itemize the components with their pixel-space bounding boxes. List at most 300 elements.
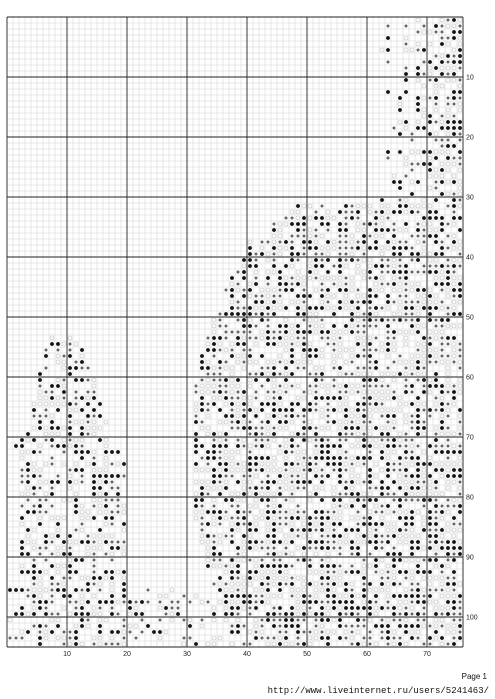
stitch-symbol — [194, 420, 197, 423]
stitch-symbol — [74, 612, 77, 615]
stitch-symbol — [392, 378, 396, 382]
stitch-symbol — [368, 300, 371, 303]
x-tick-label: 70 — [423, 651, 431, 658]
stitch-symbol — [50, 420, 53, 423]
stitch-symbol — [303, 631, 305, 633]
stitch-symbol — [332, 396, 335, 399]
stitch-symbol — [290, 540, 293, 543]
stitch-symbol — [243, 307, 245, 309]
stitch-symbol — [308, 564, 311, 567]
stitch-symbol — [459, 355, 461, 357]
stitch-symbol — [363, 313, 365, 315]
stitch-symbol — [33, 601, 35, 603]
stitch-symbol — [452, 390, 455, 393]
stitch-symbol — [80, 624, 83, 627]
stitch-symbol — [110, 474, 113, 477]
stitch-symbol — [21, 505, 23, 507]
stitch-symbol — [302, 408, 305, 411]
stitch-symbol — [290, 462, 293, 465]
stitch-symbol — [32, 450, 35, 453]
stitch-symbol — [458, 258, 462, 262]
stitch-symbol — [56, 396, 60, 400]
stitch-symbol — [273, 337, 275, 339]
stitch-symbol — [278, 450, 282, 454]
stitch-symbol — [212, 618, 216, 622]
stitch-symbol — [380, 426, 384, 430]
stitch-symbol — [33, 505, 35, 507]
stitch-symbol — [51, 445, 53, 447]
stitch-symbol — [374, 234, 378, 238]
stitch-symbol — [225, 511, 227, 513]
stitch-symbol — [206, 342, 210, 346]
stitch-symbol — [44, 354, 47, 357]
stitch-symbol — [302, 330, 305, 333]
stitch-symbol — [266, 330, 269, 333]
stitch-symbol — [230, 576, 233, 579]
stitch-symbol — [303, 301, 305, 303]
y-tick-label: 100 — [466, 614, 478, 622]
stitch-symbol — [74, 498, 77, 501]
stitch-symbol — [32, 540, 36, 544]
stitch-symbol — [80, 348, 83, 351]
stitch-symbol — [435, 31, 437, 33]
stitch-symbol — [392, 570, 396, 574]
stitch-symbol — [380, 198, 383, 201]
stitch-symbol — [68, 354, 71, 357]
stitch-symbol — [302, 342, 305, 345]
stitch-symbol — [428, 594, 431, 597]
stitch-symbol — [440, 462, 444, 466]
stitch-symbol — [440, 192, 443, 195]
stitch-symbol — [39, 415, 41, 417]
stitch-symbol — [447, 235, 449, 237]
stitch-symbol — [458, 546, 461, 549]
stitch-symbol — [50, 492, 53, 495]
stitch-symbol — [345, 571, 347, 573]
stitch-symbol — [284, 636, 287, 639]
stitch-symbol — [177, 601, 179, 603]
stitch-symbol — [458, 192, 462, 196]
stitch-symbol — [206, 468, 210, 472]
stitch-symbol — [404, 522, 407, 525]
stitch-symbol — [224, 444, 227, 447]
stitch-symbol — [69, 349, 71, 351]
stitch-symbol — [404, 462, 408, 466]
stitch-symbol — [242, 324, 245, 327]
stitch-symbol — [212, 342, 215, 345]
stitch-symbol — [356, 480, 360, 484]
stitch-symbol — [452, 540, 455, 543]
stitch-symbol — [206, 390, 210, 394]
stitch-symbol — [224, 606, 228, 610]
stitch-symbol — [459, 25, 461, 27]
stitch-symbol — [374, 306, 377, 309]
stitch-symbol — [344, 402, 348, 406]
stitch-symbol — [368, 498, 371, 501]
stitch-symbol — [273, 223, 275, 225]
stitch-symbol — [302, 546, 305, 549]
stitch-symbol — [273, 547, 275, 549]
stitch-symbol — [297, 367, 299, 369]
stitch-symbol — [459, 631, 461, 633]
stitch-symbol — [326, 630, 330, 634]
stitch-symbol — [435, 55, 437, 57]
stitch-symbol — [363, 619, 365, 621]
stitch-symbol — [320, 522, 323, 525]
stitch-symbol — [279, 289, 281, 291]
stitch-symbol — [255, 445, 257, 447]
stitch-symbol — [393, 361, 395, 363]
stitch-symbol — [332, 330, 336, 334]
stitch-symbol — [320, 486, 324, 490]
stitch-symbol — [225, 361, 227, 363]
stitch-symbol — [339, 505, 341, 507]
stitch-symbol — [81, 367, 83, 369]
stitch-symbol — [92, 534, 96, 538]
stitch-symbol — [320, 276, 324, 280]
stitch-symbol — [92, 492, 95, 495]
stitch-symbol — [303, 421, 305, 423]
stitch-symbol — [327, 343, 329, 345]
stitch-symbol — [122, 522, 125, 525]
stitch-symbol — [320, 264, 323, 267]
stitch-symbol — [435, 397, 437, 399]
stitch-symbol — [44, 570, 48, 574]
stitch-symbol — [374, 606, 378, 610]
stitch-symbol — [39, 511, 41, 513]
stitch-symbol — [392, 420, 396, 424]
stitch-symbol — [332, 294, 336, 298]
stitch-symbol — [369, 637, 371, 639]
stitch-symbol — [326, 450, 329, 453]
stitch-symbol — [296, 630, 299, 633]
stitch-symbol — [429, 541, 431, 543]
stitch-symbol — [452, 246, 456, 250]
stitch-symbol — [194, 408, 198, 412]
stitch-symbol — [368, 468, 371, 471]
stitch-symbol — [422, 426, 425, 429]
stitch-symbol — [212, 450, 215, 453]
stitch-symbol — [344, 228, 347, 231]
stitch-symbol — [350, 504, 353, 507]
stitch-symbol — [452, 450, 455, 453]
stitch-symbol — [422, 204, 426, 208]
stitch-symbol — [272, 624, 275, 627]
stitch-symbol — [50, 534, 54, 538]
x-axis-tick-labels — [63, 651, 431, 658]
stitch-symbol — [410, 636, 413, 639]
stitch-symbol — [398, 480, 402, 484]
stitch-symbol — [428, 522, 431, 525]
stitch-symbol — [386, 246, 390, 250]
stitch-symbol — [447, 223, 449, 225]
stitch-symbol — [422, 150, 425, 153]
stitch-symbol — [392, 342, 396, 346]
stitch-symbol — [249, 643, 251, 645]
stitch-symbol — [285, 517, 287, 519]
stitch-symbol — [230, 276, 233, 279]
stitch-symbol — [338, 426, 342, 430]
stitch-symbol — [362, 228, 366, 232]
stitch-symbol — [338, 288, 341, 291]
stitch-symbol — [218, 540, 222, 544]
stitch-symbol — [32, 576, 35, 579]
stitch-symbol — [315, 235, 317, 237]
stitch-symbol — [399, 637, 401, 639]
stitch-symbol — [458, 228, 461, 231]
stitch-symbol — [104, 600, 107, 603]
stitch-symbol — [345, 259, 347, 261]
stitch-symbol — [452, 336, 455, 339]
stitch-symbol — [315, 373, 317, 375]
stitch-symbol — [369, 631, 371, 633]
stitch-symbol — [417, 235, 419, 237]
stitch-symbol — [380, 588, 384, 592]
stitch-symbol — [441, 571, 443, 573]
stitch-symbol — [446, 564, 450, 568]
stitch-symbol — [380, 276, 384, 280]
stitch-symbol — [279, 445, 281, 447]
stitch-symbol — [387, 571, 389, 573]
stitch-symbol — [452, 24, 456, 28]
stitch-symbol — [458, 582, 462, 586]
stitch-symbol — [458, 240, 462, 244]
stitch-symbol — [242, 486, 246, 490]
stitch-symbol — [297, 337, 299, 339]
stitch-symbol — [224, 588, 228, 592]
stitch-symbol — [410, 210, 413, 213]
stitch-symbol — [9, 637, 11, 639]
stitch-symbol — [285, 553, 287, 555]
stitch-symbol — [357, 241, 359, 243]
stitch-symbol — [428, 234, 431, 237]
stitch-symbol — [411, 421, 413, 423]
stitch-symbol — [296, 468, 300, 472]
stitch-symbol — [200, 492, 203, 495]
stitch-symbol — [38, 606, 41, 609]
stitch-symbol — [92, 384, 96, 388]
stitch-symbol — [141, 631, 143, 633]
stitch-symbol — [297, 475, 299, 477]
stitch-symbol — [375, 511, 377, 513]
stitch-symbol — [62, 564, 66, 568]
stitch-symbol — [453, 55, 455, 57]
stitch-symbol — [45, 367, 47, 369]
stitch-symbol — [440, 636, 443, 639]
stitch-symbol — [224, 450, 228, 454]
stitch-symbol — [332, 504, 336, 508]
stitch-symbol — [393, 127, 395, 129]
stitch-symbol — [236, 420, 239, 423]
x-tick-label: 50 — [303, 651, 311, 658]
stitch-symbol — [314, 246, 317, 249]
stitch-symbol — [314, 348, 317, 351]
stitch-symbol — [86, 600, 89, 603]
stitch-symbol — [356, 246, 359, 249]
stitch-symbol — [194, 642, 197, 645]
stitch-symbol — [74, 378, 77, 381]
stitch-symbol — [291, 595, 293, 597]
stitch-symbol — [344, 420, 348, 424]
stitch-symbol — [206, 378, 210, 382]
stitch-symbol — [386, 528, 390, 532]
stitch-symbol — [338, 600, 341, 603]
stitch-symbol — [332, 324, 335, 327]
stitch-symbol — [176, 612, 179, 615]
stitch-symbol — [285, 583, 287, 585]
stitch-symbol — [417, 481, 419, 483]
stitch-symbol — [230, 468, 234, 472]
stitch-symbol — [416, 342, 420, 346]
stitch-symbol — [272, 234, 276, 238]
stitch-symbol — [296, 516, 299, 519]
stitch-symbol — [32, 426, 36, 430]
stitch-symbol — [356, 546, 359, 549]
stitch-symbol — [212, 444, 215, 447]
stitch-symbol — [428, 150, 431, 153]
stitch-symbol — [266, 432, 270, 436]
stitch-symbol — [428, 558, 431, 561]
stitch-symbol — [332, 564, 335, 567]
stitch-symbol — [249, 559, 251, 561]
stitch-symbol — [368, 246, 371, 249]
stitch-symbol — [416, 42, 420, 46]
stitch-symbol — [398, 228, 402, 232]
stitch-symbol — [416, 408, 419, 411]
stitch-symbol — [236, 288, 240, 292]
stitch-symbol — [98, 492, 102, 496]
stitch-symbol — [254, 456, 257, 459]
stitch-symbol — [435, 319, 437, 321]
stitch-symbol — [117, 499, 119, 501]
stitch-symbol — [314, 570, 318, 574]
stitch-symbol — [362, 522, 365, 525]
stitch-symbol — [417, 499, 419, 501]
stitch-symbol — [33, 583, 35, 585]
stitch-symbol — [416, 462, 419, 465]
stitch-symbol — [278, 342, 282, 346]
stitch-symbol — [117, 541, 119, 543]
stitch-symbol — [459, 67, 461, 69]
stitch-symbol — [170, 588, 174, 592]
stitch-symbol — [75, 403, 77, 405]
stitch-symbol — [272, 510, 275, 513]
stitch-symbol — [404, 420, 408, 424]
stitch-symbol — [434, 600, 438, 604]
stitch-symbol — [344, 630, 348, 634]
stitch-symbol — [374, 474, 378, 478]
stitch-symbol — [266, 288, 270, 292]
stitch-symbol — [38, 396, 42, 400]
stitch-symbol — [314, 216, 317, 219]
stitch-symbol — [422, 588, 426, 592]
stitch-symbol — [242, 426, 245, 429]
stitch-symbol — [236, 630, 239, 633]
stitch-symbol — [428, 444, 431, 447]
stitch-symbol — [459, 445, 461, 447]
stitch-symbol — [332, 444, 335, 447]
x-tick-label: 30 — [183, 651, 191, 658]
stitch-symbol — [398, 516, 401, 519]
stitch-symbol — [428, 66, 432, 70]
stitch-symbol — [452, 258, 456, 262]
stitch-symbol — [32, 510, 35, 513]
stitch-symbol — [387, 601, 389, 603]
stitch-symbol — [32, 546, 36, 550]
stitch-symbol — [326, 210, 330, 214]
stitch-symbol — [248, 294, 252, 298]
stitch-symbol — [254, 618, 258, 622]
stitch-symbol — [441, 115, 443, 117]
stitch-symbol — [434, 546, 438, 550]
stitch-symbol — [452, 624, 456, 628]
stitch-symbol — [26, 552, 29, 555]
stitch-symbol — [345, 637, 347, 639]
stitch-symbol — [122, 528, 126, 532]
stitch-symbol — [440, 402, 443, 405]
stitch-symbol — [345, 211, 347, 213]
stitch-symbol — [429, 265, 431, 267]
stitch-symbol — [386, 522, 390, 526]
stitch-symbol — [386, 348, 389, 351]
stitch-symbol — [272, 306, 276, 310]
stitch-symbol — [111, 607, 113, 609]
stitch-symbol — [296, 204, 299, 207]
stitch-symbol — [411, 163, 413, 165]
stitch-symbol — [116, 570, 120, 574]
stitch-symbol — [392, 612, 395, 615]
stitch-symbol — [170, 618, 174, 622]
stitch-symbol — [242, 576, 246, 580]
stitch-symbol — [171, 601, 173, 603]
stitch-symbol — [405, 319, 407, 321]
stitch-symbol — [344, 426, 347, 429]
stitch-symbol — [326, 528, 330, 532]
stitch-symbol — [92, 426, 96, 430]
source-url: http://www.liveinternet.ru/users/5241463/ — [267, 686, 489, 696]
stitch-symbol — [92, 594, 96, 598]
stitch-symbol — [135, 601, 137, 603]
stitch-symbol — [356, 420, 360, 424]
stitch-symbol — [86, 396, 90, 400]
stitch-symbol — [404, 468, 407, 471]
stitch-symbol — [308, 342, 312, 346]
stitch-symbol — [314, 492, 317, 495]
stitch-symbol — [398, 570, 401, 573]
stitch-symbol — [266, 414, 270, 418]
stitch-symbol — [338, 402, 342, 406]
stitch-symbol — [368, 492, 372, 496]
stitch-symbol — [194, 510, 198, 514]
stitch-symbol — [356, 630, 360, 634]
stitch-symbol — [351, 433, 353, 435]
stitch-symbol — [447, 139, 449, 141]
stitch-symbol — [44, 534, 47, 537]
stitch-symbol — [75, 529, 77, 531]
stitch-symbol — [99, 607, 101, 609]
stitch-symbol — [362, 300, 365, 303]
stitch-symbol — [404, 618, 408, 622]
stitch-symbol — [345, 373, 347, 375]
stitch-symbol — [266, 588, 269, 591]
stitch-symbol — [362, 294, 366, 298]
stitch-symbol — [459, 139, 461, 141]
stitch-symbol — [368, 318, 371, 321]
stitch-symbol — [104, 468, 108, 472]
stitch-symbol — [429, 589, 431, 591]
stitch-symbol — [278, 282, 281, 285]
stitch-symbol — [387, 535, 389, 537]
